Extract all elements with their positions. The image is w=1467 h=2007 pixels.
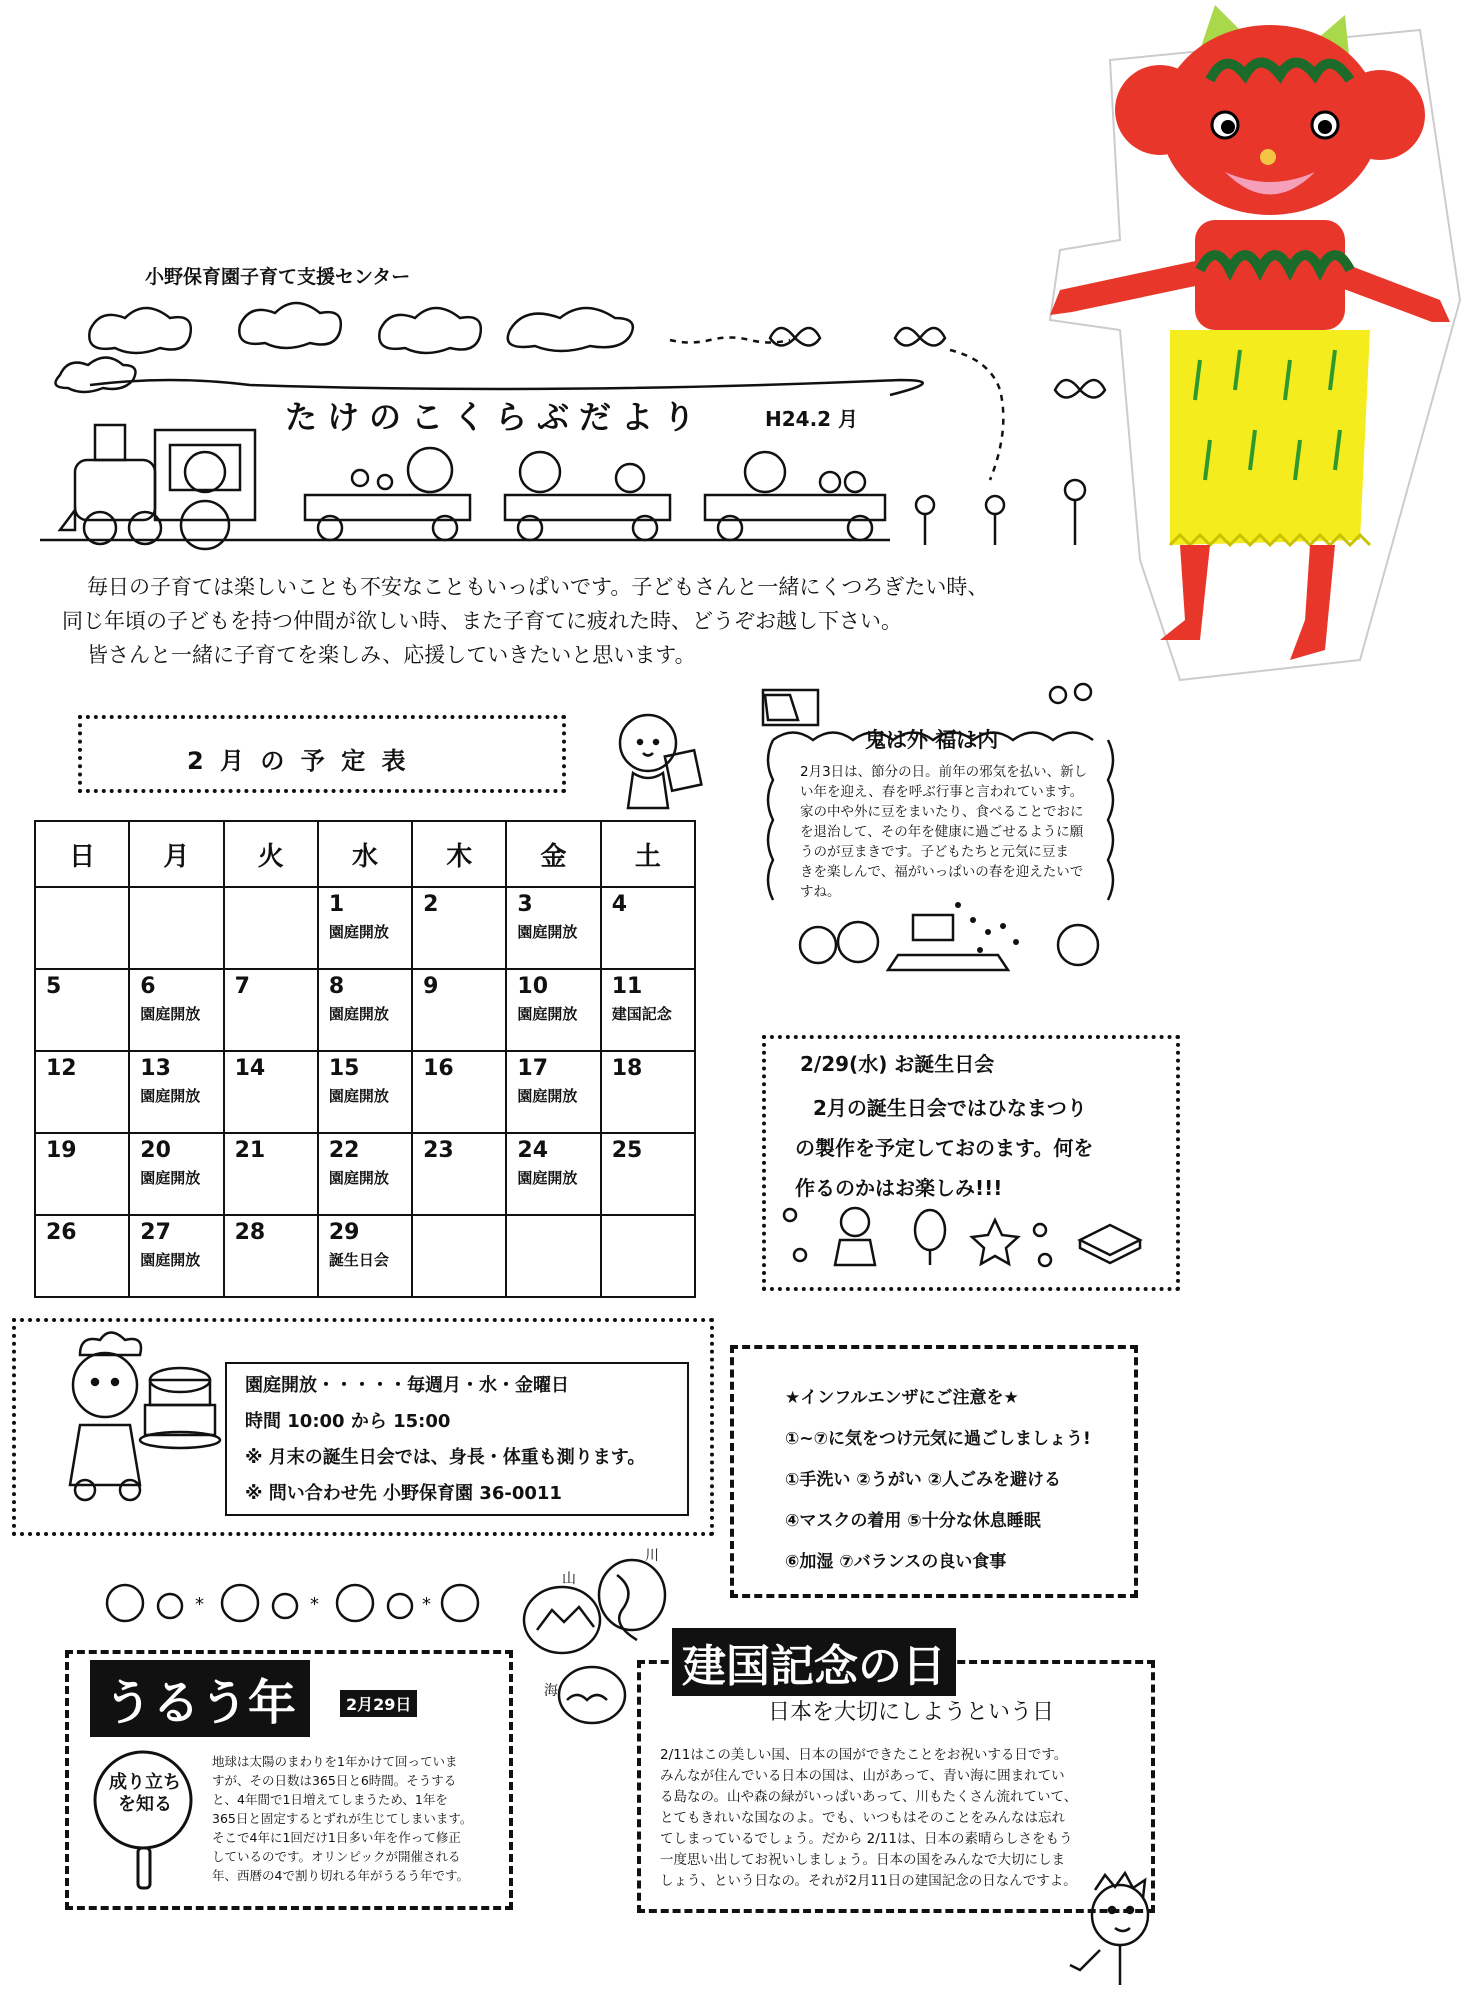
birthday-text: 2月の誕生日会ではひなまつり の製作を予定しておのます。何を 作るのかはお楽しみ!!! (795, 1096, 1094, 1200)
calendar-day-cell: 9 (412, 969, 506, 1051)
magnifier-icon (88, 1745, 208, 1895)
calendar-day-cell: 14 (224, 1051, 318, 1133)
svg-text:*: * (422, 1594, 431, 1615)
boy-pointing-illustration (1060, 1870, 1180, 1990)
calendar-week-row (35, 1133, 695, 1215)
calendar-week-row (35, 887, 695, 969)
foundation-day-subtitle: 日本を大切にしようという日 (768, 1700, 1055, 1725)
weekday-cell: 日 (35, 821, 129, 887)
calendar-week-row (35, 1051, 695, 1133)
calendar-day-cell (601, 1215, 695, 1297)
calendar-day-cell: 4 (601, 887, 695, 969)
train-banner-illustration (40, 300, 1140, 600)
calendar-day-cell: 3 園庭開放 (506, 887, 600, 969)
calendar-day-cell: 18 (601, 1051, 695, 1133)
foundation-day-text: 2/11はこの美しい国、日本の国ができたことをお祝いする日です。 みんなが住んでいる日本の国は、山があって、青い海に囲まれてい る島なの。山や森の緑がいっぱいあって、川もたくさん流れていて、 とてもきれいな国なのよ。でも、いつもはそのことをみんなは忘れ てしまっているでしょう。だから 2/11は、日本の素晴らしさをもう 一度思い出してお祝いしましょう。日本の国をみんなで大切にしま しょう、という日なの。それが2月11日の建国記念の日なんですよ。 (660, 1747, 1078, 1889)
flu-notice-text: ★インフルエンザにご注意を★ ①~⑦に気をつけ元気に過ごしましょう! ①手洗い ②うがい ②人ごみを避ける ④マスクの着用 ⑤十分な休息睡眠 ⑥加湿 ⑦バランスの良い食事 (785, 1378, 1091, 1583)
calendar-day-cell (224, 887, 318, 969)
weekday-cell: 金 (506, 821, 600, 887)
leap-year-date: 2月29日 (340, 1690, 417, 1717)
calendar-day-cell: 12 (35, 1051, 129, 1133)
calendar-day-cell (129, 887, 223, 969)
calendar-day-cell: 24 園庭開放 (506, 1133, 600, 1215)
calendar-day-cell (35, 887, 129, 969)
schedule-title: 2 月 の 予 定 表 (187, 747, 410, 775)
intro-line: 皆さんと一緒に子育てを楽しみ、応援していきたいと思います。 (87, 643, 696, 667)
flu-title: ★インフルエンザにご注意を★ (785, 1388, 1019, 1408)
setsubun-text: 2月3日は、節分の日。前年の邪気を払い、新し い年を迎え、春を呼ぶ行事と言われています。 家の中や外に豆をまいたり、食べることでおに を退治して、その年を健康に過ごせるように願 うのが豆まきです。子どもたちと元気に豆ま きを楽しんで、福がいっぱいの春を迎えたいで すね。 (800, 764, 1088, 900)
leap-year-title: うるう年 (90, 1660, 310, 1737)
schedule-title-box (78, 715, 566, 793)
weekday-cell: 火 (224, 821, 318, 887)
calendar-day-cell: 2 (412, 887, 506, 969)
intro-line: 同じ年頃の子どもを持つ仲間が欲しい時、また子育てに疲れた時、どうぞお越し下さい。 (62, 609, 902, 633)
calendar-day-cell: 13 園庭開放 (129, 1051, 223, 1133)
calendar-day-cell (506, 1215, 600, 1297)
weekday-cell: 木 (412, 821, 506, 887)
weekday-cell: 土 (601, 821, 695, 887)
children-faces-border (100, 1578, 500, 1628)
calendar-day-cell (412, 1215, 506, 1297)
bubble-label-river: 川 (645, 1548, 659, 1564)
calendar-day-cell: 10 園庭開放 (506, 969, 600, 1051)
issue-label: H24.2 月 (765, 407, 859, 431)
svg-text:*: * (195, 1594, 204, 1615)
calendar-day-cell: 7 (224, 969, 318, 1051)
calendar-day-cell: 22 園庭開放 (318, 1133, 412, 1215)
hinamatsuri-icons (780, 1200, 1140, 1270)
newsletter-title: たけのこくらぶだより (285, 398, 706, 436)
calendar-day-cell: 25 (601, 1133, 695, 1215)
calendar-day-cell: 21 (224, 1133, 318, 1215)
calendar-day-cell: 1 園庭開放 (318, 887, 412, 969)
calendar-day-cell: 15 園庭開放 (318, 1051, 412, 1133)
birthday-title: 2/29(水) お誕生日会 (800, 1052, 995, 1076)
calendar-day-cell: 26 (35, 1215, 129, 1297)
calendar-day-cell: 27 園庭開放 (129, 1215, 223, 1297)
calendar-day-cell: 6 園庭開放 (129, 969, 223, 1051)
calendar-day-cell: 17 園庭開放 (506, 1051, 600, 1133)
calendar-day-cell: 29 誕生日会 (318, 1215, 412, 1297)
weekday-cell: 月 (129, 821, 223, 887)
bubble-label-sea: 海 (544, 1683, 558, 1699)
calendar-day-cell: 16 (412, 1051, 506, 1133)
calendar-day-cell: 5 (35, 969, 129, 1051)
intro-line: 毎日の子育ては楽しいことも不安なこともいっぱいです。子どもさんと一緒にくつろぎたい時、 (87, 575, 989, 599)
calendar-day-cell: 19 (35, 1133, 129, 1215)
february-calendar (34, 820, 696, 1298)
foundation-day-title: 建国記念の日 (672, 1628, 956, 1696)
bear-chef-illustration (50, 1330, 220, 1510)
intro-text (62, 570, 988, 672)
weekday-header-row (35, 821, 695, 887)
calendar-day-cell: 28 (224, 1215, 318, 1297)
bubble-label-mountain: 山 (562, 1571, 576, 1587)
calendar-day-cell: 8 園庭開放 (318, 969, 412, 1051)
leap-year-text: 地球は太陽のまわりを1年かけて回っていま すが、その日数は365日と6時間。そうする と、4年間で1日増えてしまうため、1年を 365日と固定するとずれが生じてしまいます。 そこで4年に1回だけ1日多い年を作って修正 しているのです。オリンピックが開催される 年、西暦の4で割り切れる年がうるう年です。 (212, 1754, 473, 1883)
weekday-cell: 水 (318, 821, 412, 887)
leap-badge: 成り立ちを知る (109, 1772, 181, 1815)
garden-info-text: 園庭開放・・・・・毎週月・水・金曜日 時間 10:00 から 15:00 ※ 月末の誕生日会では、身長・体重も測ります。 ※ 問い合わせ先 小野保育園 36-0011 (245, 1375, 646, 1504)
calendar-day-cell: 11 建国記念 (601, 969, 695, 1051)
setsubun-title: 鬼は外 福は内 (865, 728, 999, 752)
child-with-books-illustration (608, 708, 718, 818)
calendar-day-cell: 23 (412, 1133, 506, 1215)
calendar-day-cell: 20 園庭開放 (129, 1133, 223, 1215)
calendar-week-row (35, 1215, 695, 1297)
calendar-week-row (35, 969, 695, 1051)
organization-name: 小野保育園子育て支援センター (145, 266, 411, 288)
svg-text:*: * (310, 1594, 319, 1615)
